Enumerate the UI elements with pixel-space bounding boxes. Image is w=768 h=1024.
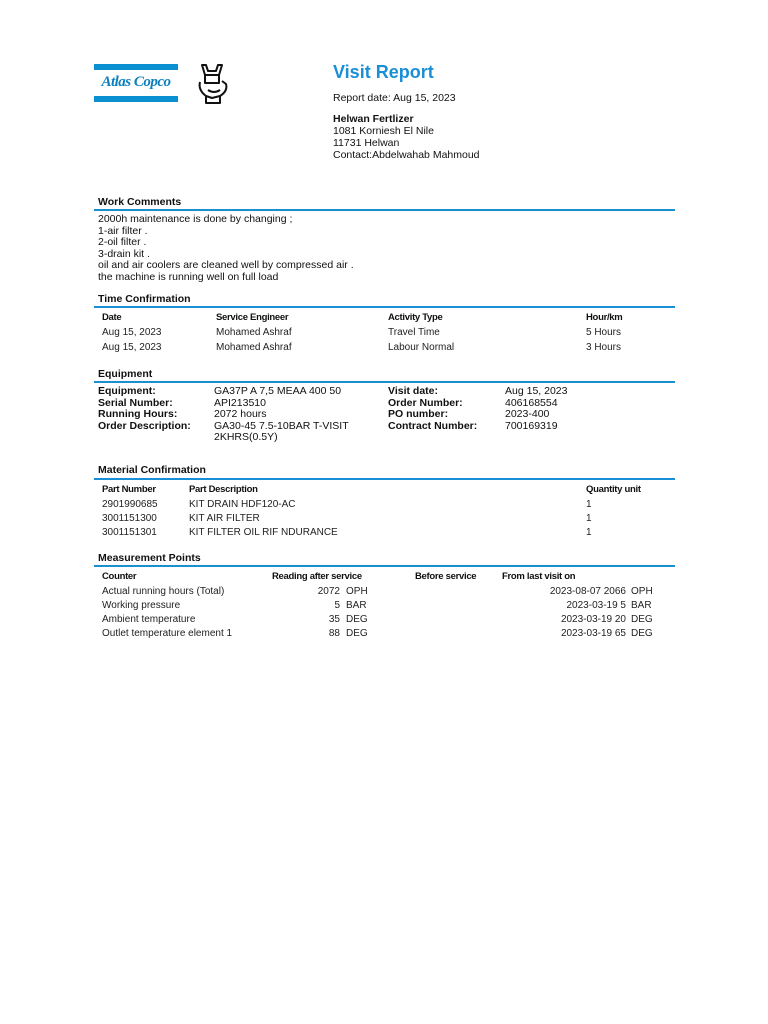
reading-value: 35	[328, 614, 340, 625]
table-row	[0, 327, 768, 341]
customer-address-2: 11731 Helwan	[333, 137, 400, 149]
table-row	[0, 600, 768, 614]
logo-top-bar	[94, 64, 178, 70]
section-title-time-confirmation: Time Confirmation	[98, 293, 191, 305]
wrench-mascot-icon	[196, 62, 232, 106]
field-value: 2KHRS(0.5Y)	[214, 431, 278, 443]
counter-name: Ambient temperature	[102, 614, 196, 625]
comment-line: 2-oil filter .	[98, 236, 147, 249]
section-rule	[94, 306, 675, 308]
table-row	[0, 342, 768, 356]
column-header: Service Engineer	[216, 312, 289, 323]
section-title-work-comments: Work Comments	[98, 196, 182, 208]
reading-unit: OPH	[346, 586, 368, 597]
table-cell: 3001151300	[102, 513, 157, 524]
section-rule	[94, 381, 675, 383]
field-value: Aug 15, 2023	[505, 385, 568, 397]
column-header: Quantity unit	[586, 484, 641, 495]
counter-name: Working pressure	[102, 600, 181, 611]
section-title-measurement-points: Measurement Points	[98, 552, 201, 564]
reading-unit: DEG	[346, 628, 368, 639]
table-cell: Mohamed Ashraf	[216, 327, 292, 338]
last-visit-unit: OPH	[631, 586, 653, 597]
field-value: 406168554	[505, 396, 558, 409]
table-cell: Aug 15, 2023	[102, 342, 162, 353]
logo-bottom-bar	[94, 96, 178, 102]
table-cell: Mohamed Ashraf	[216, 342, 292, 353]
comment-line: oil and air coolers are cleaned well by compressed air .	[98, 259, 354, 272]
counter-name: Outlet temperature element 1	[102, 628, 233, 639]
table-cell: 1	[586, 499, 592, 510]
field-label: Contract Number:	[388, 419, 478, 432]
equipment-row	[0, 432, 768, 446]
column-header: Hour/km	[586, 312, 623, 323]
field-label: Equipment:	[98, 385, 156, 397]
reading-value: 88	[328, 628, 340, 639]
column-header: Reading after service	[272, 571, 362, 582]
logo-text: Atlas Copco	[101, 74, 171, 90]
section-title-material-confirmation: Material Confirmation	[98, 464, 206, 476]
field-value: 2023-400	[505, 408, 550, 420]
column-header: Date	[102, 312, 122, 323]
table-header-row	[0, 571, 768, 585]
section-rule	[94, 478, 675, 480]
reading-value: 5	[334, 600, 340, 611]
table-cell: 1	[586, 527, 592, 538]
field-label: PO number:	[388, 408, 449, 420]
table-cell: KIT DRAIN HDF120-AC	[189, 499, 296, 510]
table-cell: 5 Hours	[586, 327, 622, 338]
section-rule	[94, 209, 675, 211]
field-label: Visit date:	[388, 385, 438, 397]
last-visit-value: 2023-08-07 2066	[549, 586, 626, 597]
table-row	[0, 586, 768, 600]
page-title: Visit Report	[333, 62, 434, 82]
customer-address-1: 1081 Korniesh El Nile	[333, 125, 434, 137]
field-label: Order Number:	[388, 396, 463, 409]
last-visit-unit: DEG	[631, 628, 653, 639]
customer-name: Helwan Fertlizer	[333, 113, 414, 125]
last-visit-unit: BAR	[631, 600, 652, 611]
table-cell: 2901990685	[102, 499, 158, 510]
table-cell: Travel Time	[388, 327, 440, 338]
comment-line: 3-drain kit .	[98, 247, 150, 260]
table-row	[0, 499, 768, 513]
atlas-copco-logo	[94, 64, 178, 102]
column-header: Counter	[102, 571, 137, 582]
reading-unit: BAR	[346, 600, 367, 611]
column-header: Part Number	[102, 484, 156, 495]
table-row	[0, 614, 768, 628]
report-date: Report date: Aug 15, 2023	[333, 92, 456, 104]
customer-contact: Contact:Abdelwahab Mahmoud	[333, 149, 480, 161]
table-cell: KIT AIR FILTER	[189, 513, 260, 524]
table-cell: 3001151301	[102, 527, 157, 538]
section-title-equipment: Equipment	[98, 368, 153, 380]
comment-line: the machine is running well on full load	[98, 270, 279, 283]
field-value: GA37P A 7,5 MEAA 400 50	[214, 385, 342, 397]
table-cell: Labour Normal	[388, 342, 455, 353]
field-label: Serial Number:	[98, 396, 173, 409]
table-row	[0, 527, 768, 541]
table-cell: Aug 15, 2023	[102, 327, 162, 338]
field-label: Order Description:	[98, 419, 191, 432]
last-visit-value: 2023-03-19 5	[566, 600, 626, 611]
table-cell: 1	[586, 513, 592, 524]
customer-block	[333, 113, 480, 161]
counter-name: Actual running hours (Total)	[102, 586, 225, 597]
field-label: Running Hours:	[98, 408, 178, 420]
comment-line: 1-air filter .	[98, 224, 148, 237]
column-header: Before service	[415, 571, 477, 582]
table-cell: KIT FILTER OIL RIF NDURANCE	[189, 527, 338, 538]
field-value: API213510	[214, 396, 266, 409]
reading-unit: DEG	[346, 614, 368, 625]
field-value: GA30-45 7.5-10BAR T-VISIT	[214, 419, 349, 432]
last-visit-value: 2023-03-19 20	[560, 614, 626, 625]
column-header: From last visit on	[502, 571, 576, 582]
column-header: Activity Type	[388, 312, 443, 323]
last-visit-value: 2023-03-19 65	[560, 628, 626, 639]
table-row	[0, 513, 768, 527]
table-header-row	[0, 312, 768, 326]
field-value: 2072 hours	[214, 408, 267, 420]
column-header: Part Description	[189, 484, 258, 495]
work-comments-text	[98, 214, 354, 284]
last-visit-unit: DEG	[631, 614, 653, 625]
field-value: 700169319	[505, 419, 558, 432]
table-header-row	[0, 484, 768, 498]
comment-line: 2000h maintenance is done by changing ;	[98, 213, 293, 225]
table-row	[0, 628, 768, 642]
reading-value: 2072	[317, 586, 340, 597]
section-rule	[94, 565, 675, 567]
table-cell: 3 Hours	[586, 342, 622, 353]
